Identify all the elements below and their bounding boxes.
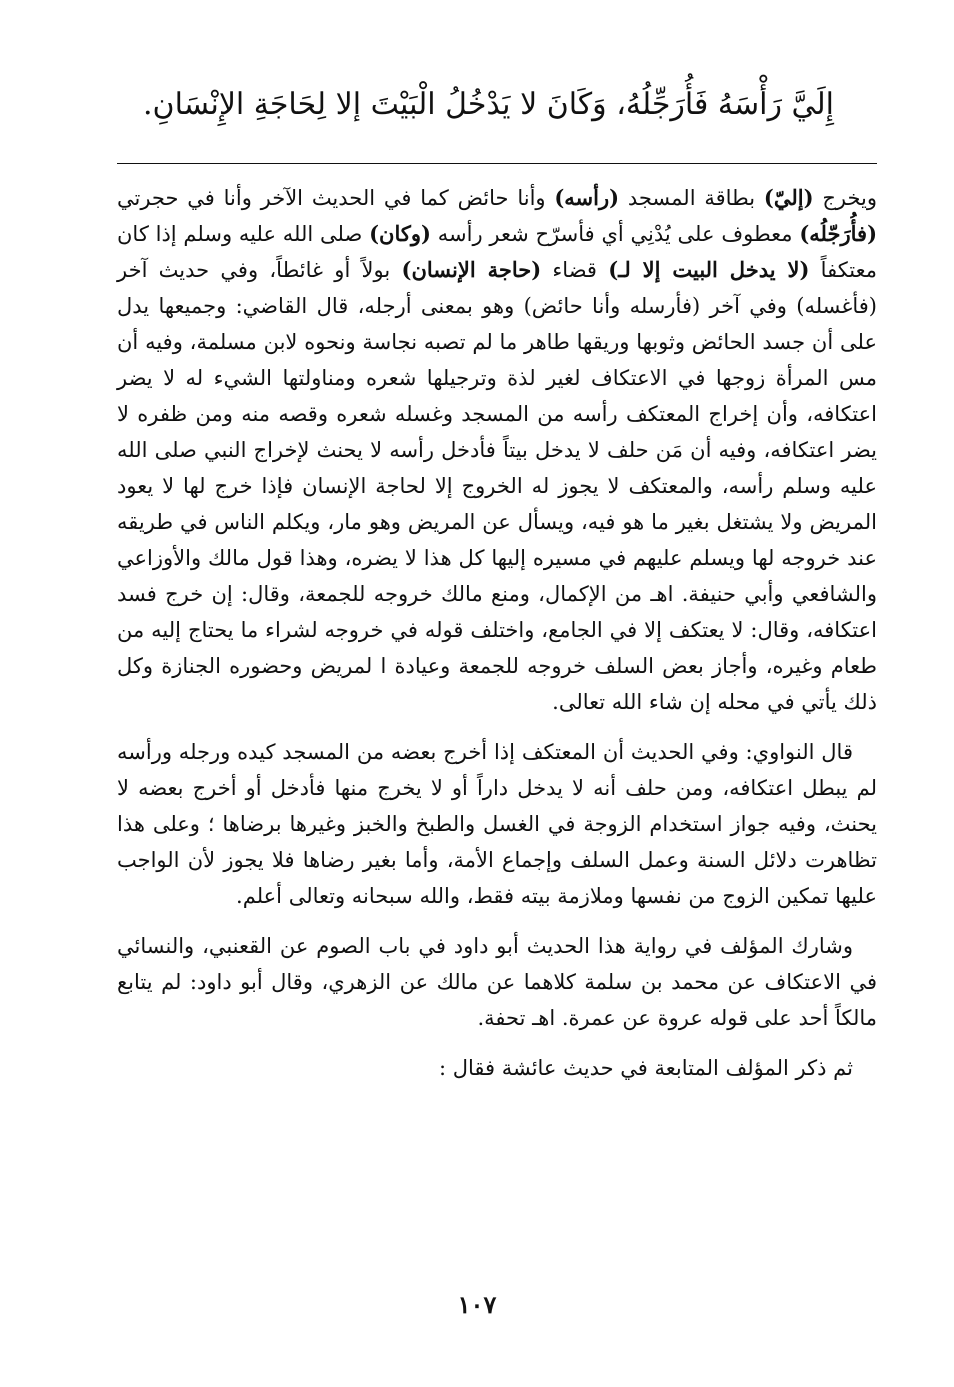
bold-term: (وكان) [369,221,431,246]
bold-term: (لا يدخل البيت إلا لـ) [608,257,810,282]
commentary-paragraph-3: وشارك المؤلف في رواية هذا الحديث أبو داود في باب الصوم عن القعنبي، والنسائي في الاعتكاف عن محمد بن سلمة كلاهما عن مالك عن الزهري، وقال أبو داود: لم يتابع مالكاً أحد على قوله عروة عن عمرة. اهـ تحفة. [117,934,877,1030]
text-run: بطاقة المسجد [619,186,764,210]
commentary-paragraph-2: قال النواوي: وفي الحديث أن المعتكف إذا أخرج بعضه من المسجد كيده ورجله ورأسه لم يبطل اعتكافه، ومن حلف أنه لا يدخل داراً أو لا يخرج منها فأدخل أو أخرج بعضه لا يحنث، وفيه جواز استخدام الزوجة في الغسل والطبخ والخبز وغيرها برضاها ؛ وعلى هذا تظاهرت دلائل السنة وعمل السلف وإجماع الأمة، وأما بغير رضاها فلا يجوز لأن الواجب عليها تمكين الزوج من نفسها وملازمة بيته فقط، والله سبحانه وتعالى أعلم. [117,740,877,908]
bold-term: (إليّ) [763,185,814,210]
bold-term: (رأسه) [554,185,620,210]
text-run: قضاء [541,258,609,282]
bold-term: (حاجة الإنسان) [401,257,542,282]
text-run: بولاً أو غائطاً، وفي حديث آخر (فأغسله) وفي آخر (فأرسله وأنا حائض) وهو بمعنى أرجله، قال القاضي: وجميعها يدل على أن جسد الحائض وثوبها وريقها طاهر ما لم تصبه نجاسة ونحوه لابن مسلمة، وفيه أن مس المرأة زوجها في الاعتكاف لغير لذة وترجيلها شعره ومناولتها الشيء له لا يضر اعتكافه، وأن إخراج المعتكف رأسه من المسجد وغسله شعره وقصه منه ومن ظفره لا يضر اعتكافه، وفيه أن مَن حلف لا يدخل بيتاً فأدخل رأسه لا يحنث لإخراج النبي صلى الله عليه وسلم رأسه، والمعتكف لا يجوز له الخروج إلا لحاجة الإنسان فإذا خرج لها لا يعود المريض ولا يشتغل بغير ما هو فيه، ويسأل عن المريض وهو مار، ويكلم الناس في طريقه عند خروجه لها ويسلم عليهم في مسيره إليها كل هذا لا يضره، وهذا قول مالك والأوزاعي والشافعي وأبي حنيفة. اهـ من الإكمال، ومنع مالك خروجه للجمعة، وقال: إن خرج فسد اعتكافه، وقال: لا يعتكف إلا في الجامع، واختلف قوله في خروجه لشراء ما يحتاج إليه من طعام وغيره، وأجاز بعض السلف خروجه للجمعة وعيادة ا لمريض وحضوره الجنازة وكل ذلك يأتي في محله إن شاء الله تعالى. [117,258,877,714]
commentary-body [117,180,877,1086]
text-run: صلى الله عليه وسلم إذا كان معتكفاً [117,222,878,282]
bold-term: (فأُرَجّلُه) [799,221,878,246]
page-number: ١٠٧ [457,1290,497,1319]
text-run: وأنا حائض كما في الحديث الآخر وأنا في حجرتي [117,186,555,210]
commentary-paragraph-4: ثم ذكر المؤلف المتابعة في حديث عائشة فقال : [438,1056,853,1080]
text-run: معطوف على يُدْنِي أي فأسرّح شعر رأسه [430,222,800,246]
separator-rule [117,163,877,164]
commentary-paragraph-1 [117,180,877,720]
hadith-text: إِلَيَّ رَأْسَهُ فَأُرَجِّلُهُ، وَكَانَ لا يَدْخُلُ الْبَيْتَ إلا لِحَاجَةِ الإِنْسَانِ. [143,87,834,122]
text-run: ويخرج [813,186,877,210]
